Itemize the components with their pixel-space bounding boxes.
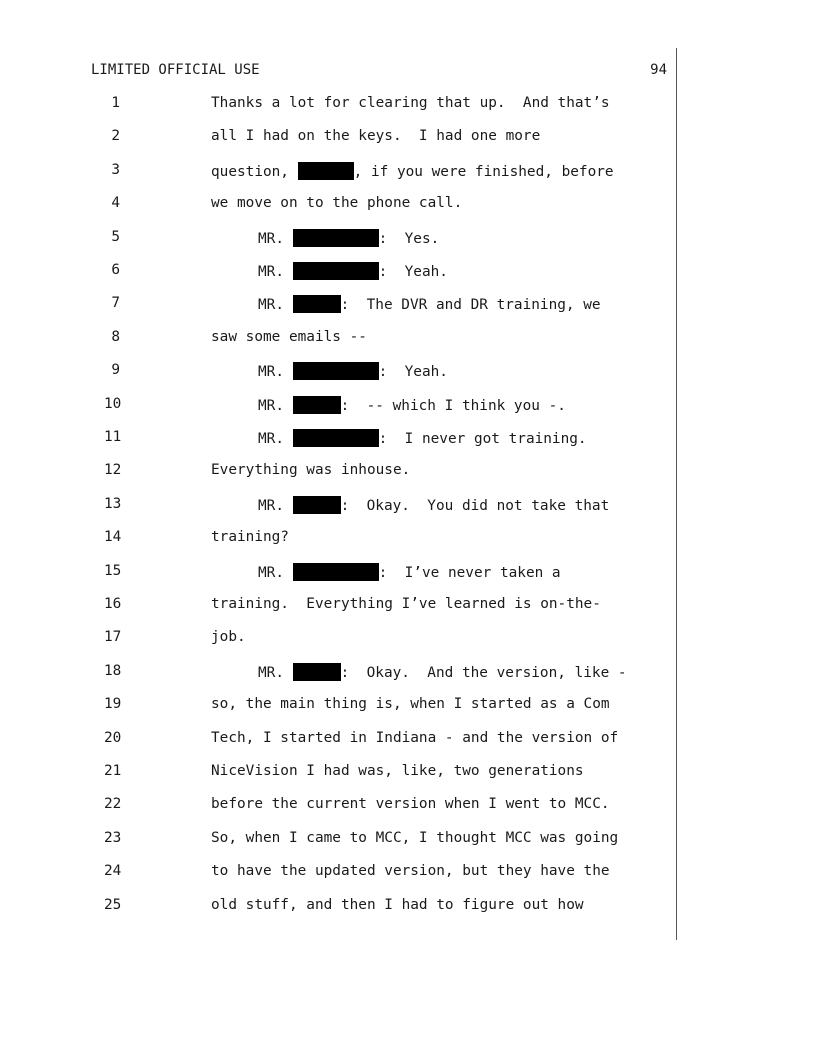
transcript-line	[0, 763, 680, 785]
line-number: 15	[104, 562, 122, 579]
transcript-line	[0, 95, 680, 117]
text-segment: so, the main thing is, when I started as a Com	[211, 696, 610, 713]
line-text	[258, 229, 439, 247]
line-number: 22	[104, 796, 122, 813]
line-number: 3	[111, 161, 120, 178]
line-number: 23	[104, 829, 122, 846]
transcript-line	[0, 730, 680, 752]
text-segment: So, when I came to MCC, I thought MCC was going	[211, 829, 619, 846]
line-text	[211, 596, 601, 612]
line-text	[258, 362, 448, 380]
redaction-bar	[293, 295, 341, 313]
line-text	[211, 462, 410, 478]
text-segment: before the current version when I went to MCC.	[211, 796, 610, 813]
line-text	[258, 663, 627, 681]
page-number: 94	[650, 62, 667, 78]
line-text	[211, 796, 610, 812]
line-number: 2	[111, 128, 120, 145]
transcript-line	[0, 128, 680, 150]
redaction-bar	[293, 496, 341, 514]
line-number: 10	[104, 395, 122, 412]
line-number: 24	[104, 863, 122, 880]
line-text	[258, 396, 566, 414]
line-number: 13	[104, 495, 122, 512]
redaction-bar	[293, 429, 379, 447]
transcript-line	[0, 162, 680, 184]
line-number: 16	[104, 596, 122, 612]
redaction-bar	[293, 262, 379, 280]
transcript-line	[0, 629, 680, 651]
line-text	[211, 730, 618, 746]
text-segment: MR.	[258, 431, 293, 447]
redaction-bar	[293, 663, 341, 681]
line-text	[211, 763, 584, 779]
transcript-line	[0, 229, 680, 251]
transcript-line	[0, 596, 680, 618]
line-number: 18	[104, 662, 122, 679]
redaction-bar	[293, 563, 379, 581]
text-segment: : Okay. You did not take that	[340, 497, 610, 514]
line-text	[211, 195, 462, 211]
redaction-bar	[298, 162, 354, 180]
redaction-bar	[293, 362, 379, 380]
text-segment: Thanks a lot for clearing that up. And that’s	[211, 95, 610, 111]
transcript-line	[0, 396, 680, 418]
transcript-line	[0, 295, 680, 317]
transcript-line	[0, 696, 680, 718]
redaction-bar	[293, 229, 379, 247]
line-number: 17	[104, 629, 122, 646]
line-text	[211, 128, 540, 144]
text-segment: MR.	[258, 264, 293, 280]
text-segment: : Yeah.	[378, 364, 448, 381]
transcript-line	[0, 195, 680, 217]
text-segment: training. Everything I’ve learned is on-the-	[211, 596, 601, 612]
transcript-line	[0, 529, 680, 551]
text-segment: old stuff, and then I had to figure out how	[211, 896, 584, 913]
header-classification: LIMITED OFFICIAL USE	[91, 62, 260, 78]
line-number: 12	[104, 462, 122, 479]
line-number: 4	[111, 195, 120, 212]
redaction-bar	[293, 396, 341, 414]
text-segment: training?	[211, 529, 289, 546]
transcript-line	[0, 496, 680, 518]
line-number: 11	[104, 429, 122, 445]
text-segment: NiceVision I had was, like, two generations	[211, 763, 584, 779]
text-segment: all I had on the keys. I had one more	[211, 128, 541, 145]
text-segment: Tech, I started in Indiana - and the version of	[211, 729, 619, 746]
line-number: 25	[104, 896, 122, 913]
text-segment: job.	[211, 629, 246, 646]
transcript-line	[0, 830, 680, 852]
transcript-line	[0, 563, 680, 585]
transcript-line	[0, 897, 680, 919]
line-number: 19	[104, 696, 122, 713]
line-number: 21	[104, 763, 122, 779]
line-text	[258, 496, 609, 514]
line-text	[211, 162, 614, 180]
text-segment: : -- which I think you -.	[340, 397, 566, 414]
line-number: 1	[111, 95, 120, 111]
text-segment: Everything was inhouse.	[211, 462, 411, 479]
text-segment: : Yes.	[378, 230, 440, 247]
text-segment: question,	[211, 163, 298, 180]
line-text	[258, 262, 448, 280]
line-number: 6	[111, 262, 120, 278]
line-text	[211, 696, 610, 712]
transcript-line	[0, 663, 680, 685]
line-number: 5	[111, 228, 120, 245]
text-segment: MR.	[258, 397, 293, 414]
line-text	[211, 529, 289, 545]
line-number: 14	[104, 529, 122, 546]
transcript-line	[0, 262, 680, 284]
line-text	[211, 95, 610, 111]
text-segment: : Okay. And the version, like -	[340, 664, 627, 681]
text-segment: : Yeah.	[378, 264, 448, 280]
line-text	[211, 830, 618, 846]
line-text	[211, 897, 584, 913]
transcript-line	[0, 429, 680, 451]
line-number: 9	[111, 362, 120, 379]
line-number: 8	[111, 328, 120, 345]
text-segment: : I never got training.	[378, 431, 587, 447]
line-text	[258, 295, 601, 313]
text-segment: : The DVR and DR training, we	[340, 297, 601, 314]
line-text	[211, 329, 367, 345]
text-segment: , if you were finished, before	[353, 163, 614, 180]
text-segment: MR.	[258, 230, 293, 247]
transcript-line	[0, 362, 680, 384]
text-segment: MR.	[258, 364, 293, 381]
line-text	[211, 863, 610, 879]
text-segment: MR.	[258, 564, 293, 581]
transcript-line	[0, 462, 680, 484]
text-segment: to have the updated version, but they have the	[211, 863, 610, 880]
transcript-line	[0, 863, 680, 885]
text-segment: MR.	[258, 297, 293, 314]
text-segment: we move on to the phone call.	[211, 195, 463, 212]
line-number: 7	[111, 295, 120, 312]
line-number: 20	[104, 729, 122, 746]
line-text	[258, 429, 587, 447]
text-segment: saw some emails --	[211, 328, 367, 345]
line-text	[211, 629, 246, 645]
transcript-line	[0, 796, 680, 818]
transcript-line	[0, 329, 680, 351]
line-text	[258, 563, 561, 581]
text-segment: MR.	[258, 497, 293, 514]
text-segment: : I’ve never taken a	[378, 564, 561, 581]
text-segment: MR.	[258, 664, 293, 681]
